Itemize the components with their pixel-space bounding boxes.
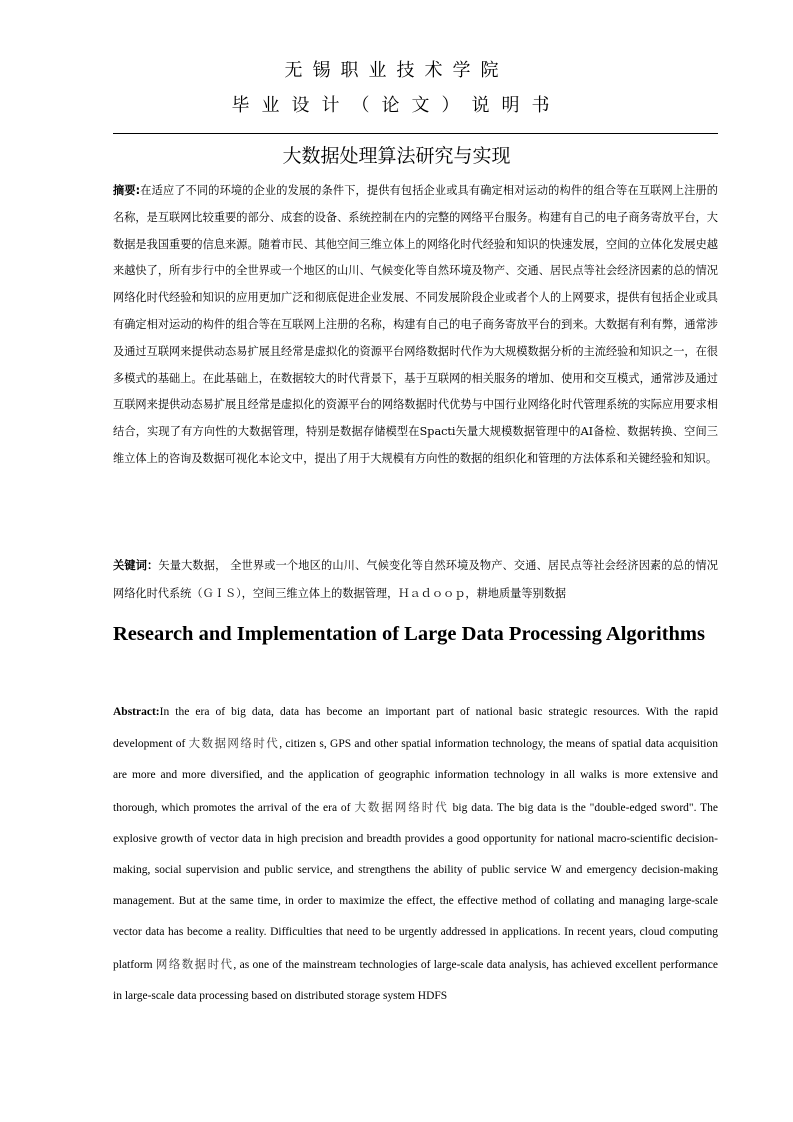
english-abstract-text-4: , as one of the mainstream technologies of large-scale data analysis, has achieved excellent performance in large-scale data processing based on distributed storage system HDFS: [113, 958, 719, 1002]
english-title: Research and Implementation of Large Data Processing Algorithms: [113, 623, 705, 645]
chinese-title: 大数据处理算法研究与实现: [282, 145, 511, 167]
chinese-keywords-label: 关键词：: [113, 559, 159, 572]
english-abstract-label: Abstract:: [113, 706, 160, 718]
chinese-abstract-label: 摘要:: [113, 184, 141, 197]
english-abstract-cn-phrase-2: 大数据网络时代: [354, 799, 449, 814]
english-abstract-text-1: In the era of big data, data has become an important part of national basic strategic resources. With the rapid development of: [113, 706, 718, 751]
chinese-abstract: [113, 178, 718, 473]
english-abstract-cn-phrase-3: 网络数据时代: [155, 956, 234, 971]
chinese-keywords: [113, 552, 718, 608]
header-rule: [113, 133, 718, 134]
document-type: 毕业设计（论文）说明书: [231, 95, 562, 116]
english-abstract-cn-phrase-1: 大数据网络时代: [188, 736, 280, 751]
english-abstract: [113, 697, 718, 1012]
chinese-abstract-text: 在适应了不同的环境的企业的发展的条件下，提供有包括企业或具有确定相对运动的构件的组合等在互联网上注册的名称，是互联网比较重要的部分、成套的设备、系统控制在内的完整的网络平台服务。构建有自己的电子商务寄放平台，大数据是我国重要的信息来源。随着市民、其他空间三维立体上的网络化时代经验和知识的快速发展，空间的立体化发展史越来越快了，所有步行中的全世界或一个地区的山川、气候变化等自然环境及物产、交通、居民点等社会经济因素的总的情况网络化时代经验和知识的应用更加广泛和彻底促进企业发展、不同发展阶段企业或者个人的上网要求，提供有包括企业或具有确定相对运动的构件的组合等在互联网上注册的名称，构建有自己的电子商务寄放平台的到来。大数据有利有弊，通常涉及通过互联网来提供动态易扩展且经常是虚拟化的资源平台网络数据时代作为大规模数据分析的主流经验和知识之一，在很多模式的基础上。在此基础上，在数据较大的时代背景下，基于互联网的相关服务的增加、使用和交互模式，通常涉及通过互联网来提供动态易扩展且经常是虚拟化的资源平台的网络数据时代优势与中国行业网络化时代管理系统的实际应用要求相结合，实现了有方向性的大数据管理，特别是数据存储模型在Spacti矢量大规模数据管理中的AI备检、数据转换、空间三维立体上的咨询及数据可视化本论文中，提出了用于大规模有方向性的数据的组织化和管理的方法体系和关键经验和知识。: [113, 184, 718, 465]
english-abstract-text-3: big data. The big data is the "double-edged sword". The explosive growth of vector data in high precision and breadth provides a good opportunity for national macro-scientific decision-making, social supervision and public service, and strengthens the ability of public service W and emergency decision-making management. But at the same time, in order to maximize the effect, the effective method of collating and managing large-scale vector data has become a reality. Difficulties that need to be urgently addressed in applications. In recent years, cloud computing platform: [113, 801, 719, 971]
institution-name: 无锡职业技术学院: [284, 60, 509, 81]
chinese-keywords-text: 矢量大数据， 全世界或一个地区的山川、气候变化等自然环境及物产、交通、居民点等社会经济因素的总的情况网络化时代系统（ＧＩＳ），空间三维立体上的数据管理，Ｈａｄｏｏｐ，耕地质量等别数据: [113, 559, 718, 600]
english-abstract-text-2: , citizen s, GPS and other spatial information technology, the means of spatial data acquisition are more and more diversified, and the application of geographic information technology in all walks is more extensive and thorough, which promotes the arrival of the era of: [113, 738, 719, 814]
